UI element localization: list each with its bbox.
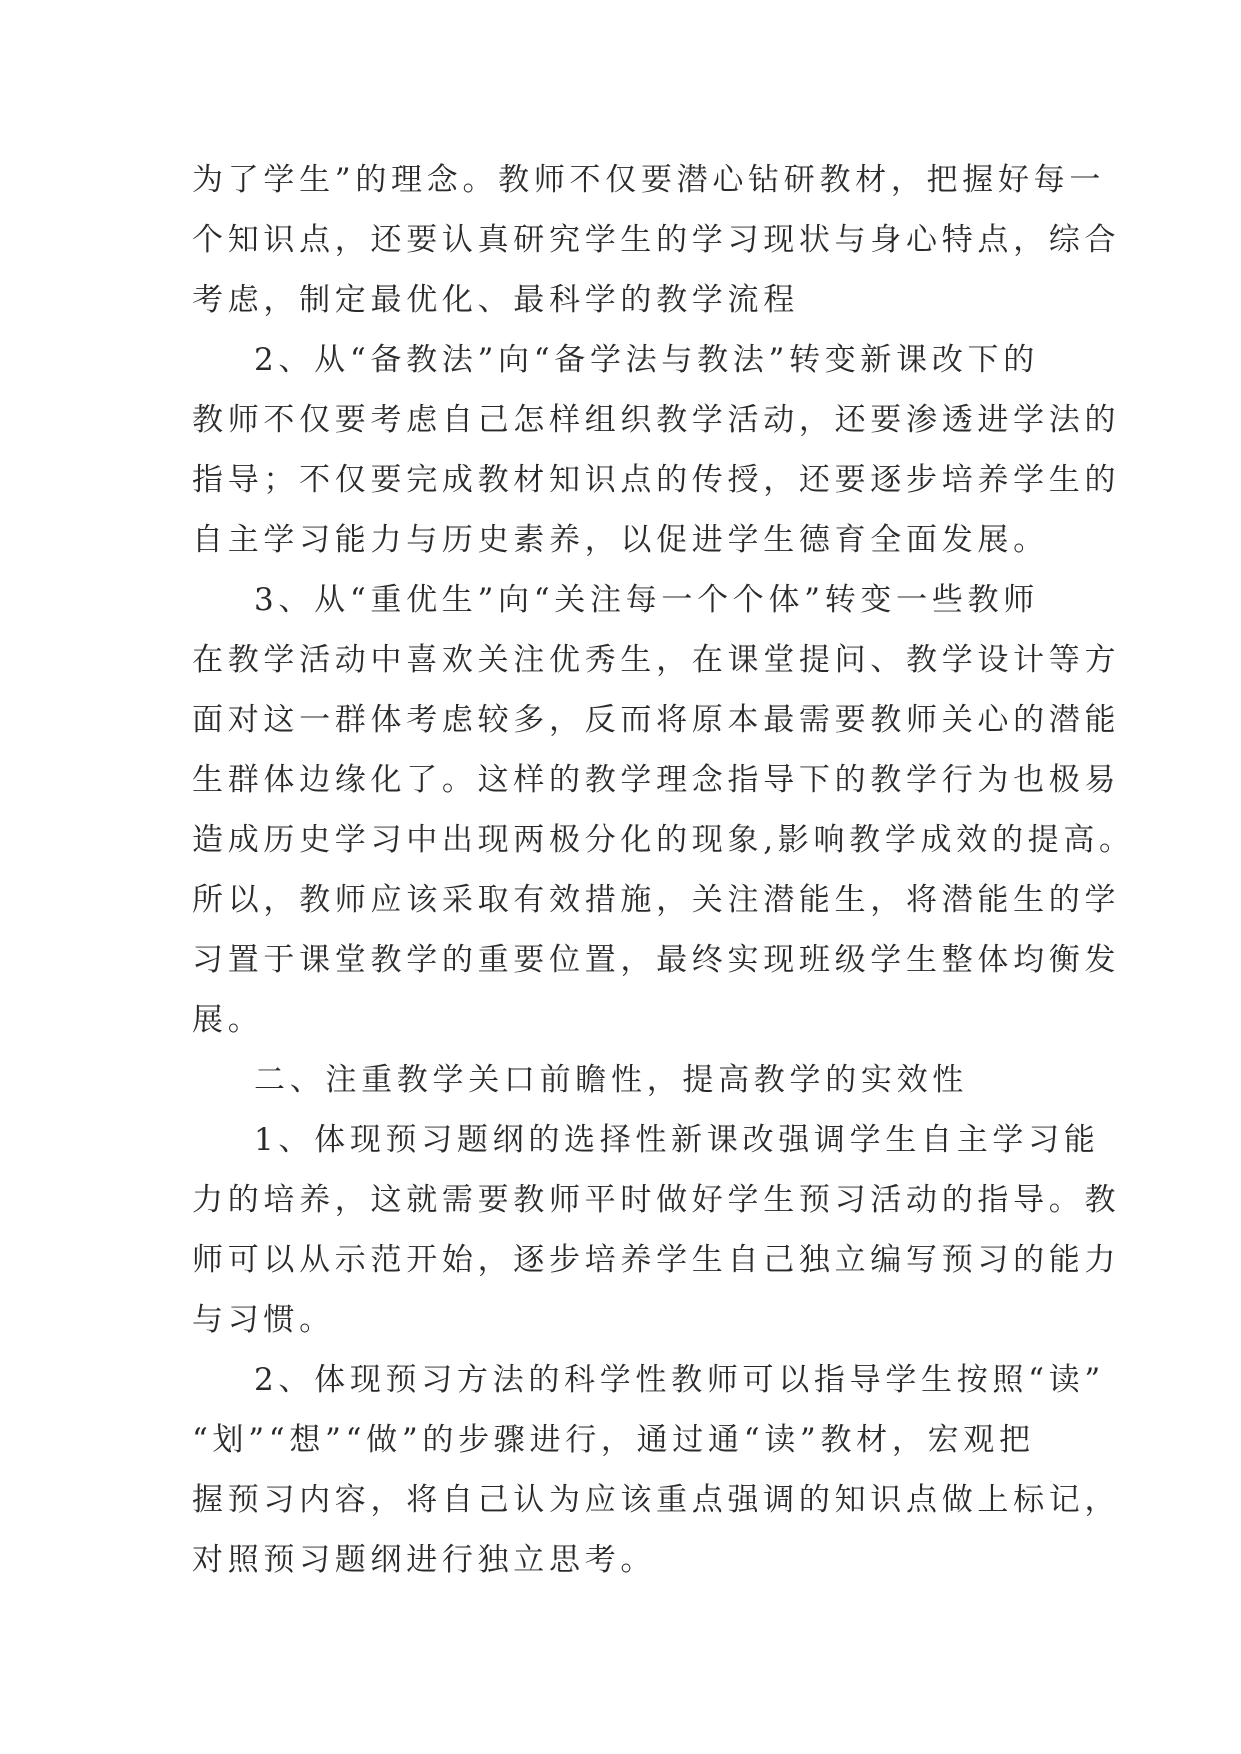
text-line: 握预习内容，将自己认为应该重点强调的知识点做上标记， [192,1482,1121,1518]
document-body [192,150,1135,1590]
text-line: 自主学习能力与历史素养，以促进学生德育全面发展。 [192,522,1049,558]
text-line: 面对这一群体考虑较多，反而将原本最需要教师关心的潜能 [192,702,1121,738]
text-line: 造成历史学习中出现两极分化的现象,影响教学成效的提高。 [192,822,1135,858]
text-line: 2、从“备教法”向“备学法与教法”转变新课改下的 [254,342,1039,378]
text-line: 个知识点，还要认真研究学生的学习现状与身心特点，综合 [192,222,1121,258]
text-line: “划”“想”“做”的步骤进行，通过通“读”教材，宏观把 [192,1422,1035,1458]
text-line: 生群体边缘化了。这样的教学理念指导下的教学行为也极易 [192,762,1121,798]
text-line: 指导；不仅要完成教材知识点的传授，还要逐步培养学生的 [192,462,1121,498]
text-line: 与习惯。 [192,1302,335,1338]
text-line: 力的培养，这就需要教师平时做好学生预习活动的指导。教 [192,1182,1121,1218]
text-line: 习置于课堂教学的重要位置，最终实现班级学生整体均衡发 [192,942,1121,978]
text-line: 3、从“重优生”向“关注每一个个体”转变一些教师 [254,582,1039,618]
text-line: 对照预习题纲进行独立思考。 [192,1542,657,1578]
text-line: 考虑，制定最优化、最科学的教学流程 [192,282,799,318]
text-line: 展。 [192,1002,264,1038]
text-line: 2、体现预习方法的科学性教师可以指导学生按照“读” [254,1362,1105,1398]
text-line: 师可以从示范开始，逐步培养学生自己独立编写预习的能力 [192,1242,1121,1278]
text-line: 1、体现预习题纲的选择性新课改强调学生自主学习能 [254,1122,1100,1158]
text-line: 教师不仅要考虑自己怎样组织教学活动，还要渗透进学法的 [192,402,1121,438]
text-line: 所以，教师应该采取有效措施，关注潜能生，将潜能生的学 [192,882,1121,918]
text-line: 在教学活动中喜欢关注优秀生，在课堂提问、教学设计等方 [192,642,1121,678]
section-heading: 二、注重教学关口前瞻性，提高教学的实效性 [254,1062,968,1098]
text-line: 为了学生”的理念。教师不仅要潜心钻研教材，把握好每一 [192,162,1106,198]
